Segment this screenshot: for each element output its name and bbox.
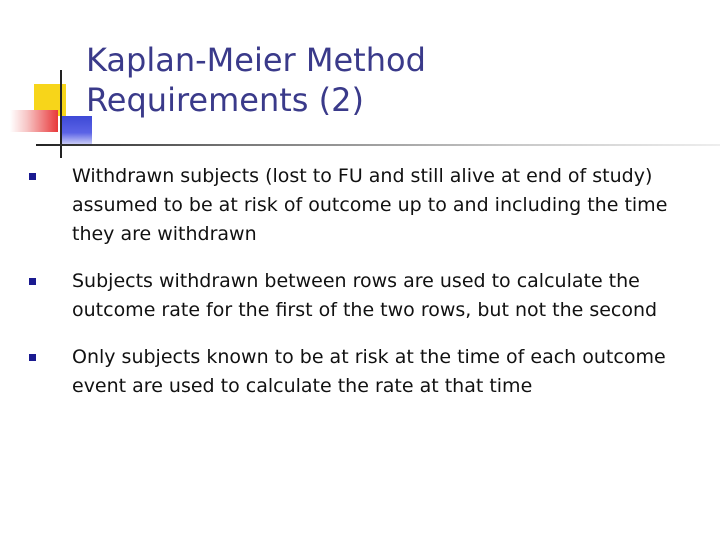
bullet-item	[20, 162, 700, 249]
slide-title	[86, 40, 426, 120]
slide-title-line-2: Requirements (2)	[86, 81, 364, 119]
bullet-text: Withdrawn subjects (lost to FU and still alive at end of study) assumed to be at risk of outcome up to and including the time they are withdrawn	[72, 165, 668, 245]
title-divider-line	[36, 144, 720, 146]
decorative-red-bar	[10, 110, 58, 132]
square-bullet-icon	[29, 354, 36, 361]
slide-title-line-1: Kaplan-Meier Method	[86, 41, 426, 79]
square-bullet-icon	[29, 173, 36, 180]
bullet-item	[20, 343, 700, 401]
bullet-text: Subjects withdrawn between rows are used to calculate the outcome rate for the first of the two rows, but not the second	[72, 270, 658, 321]
bullet-list	[20, 162, 700, 419]
square-bullet-icon	[29, 278, 36, 285]
bullet-text: Only subjects known to be at risk at the time of each outcome event are used to calculate the rate at that time	[72, 346, 666, 397]
bullet-item	[20, 267, 700, 325]
decorative-blue-square	[60, 116, 92, 144]
